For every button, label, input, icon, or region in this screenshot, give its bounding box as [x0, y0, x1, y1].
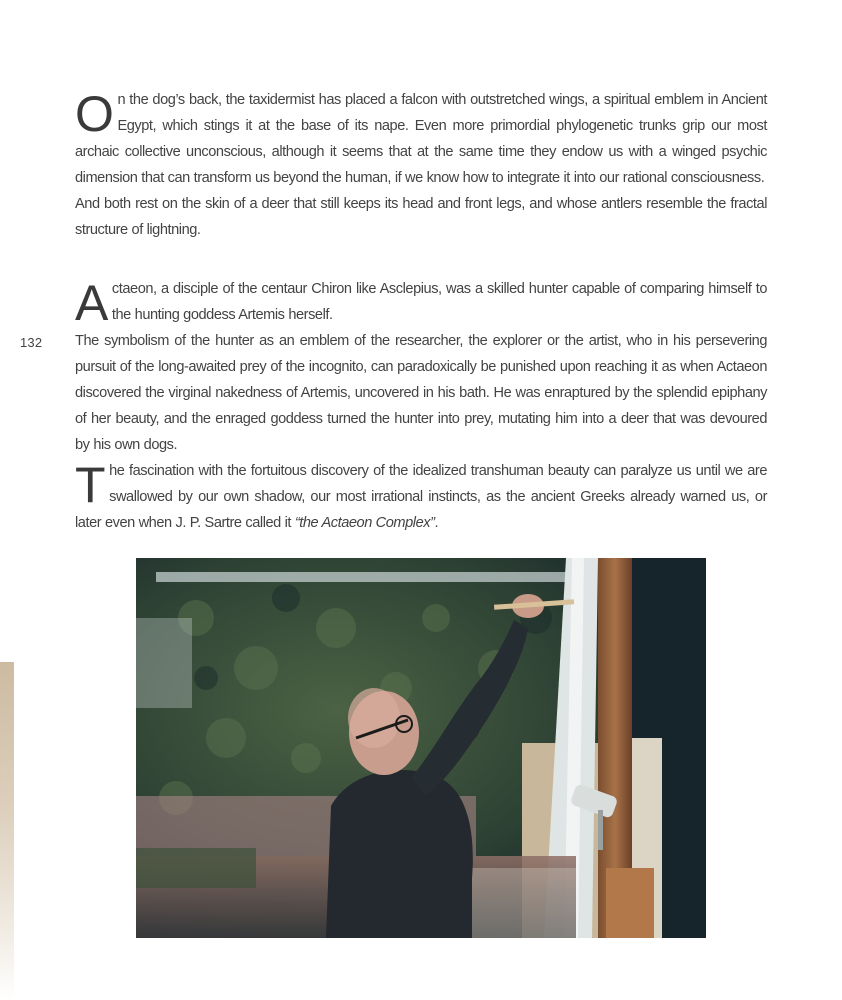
actaeon-complex-quote: “the Actaeon Complex”	[294, 515, 435, 531]
dropcap-t: T	[75, 457, 106, 513]
text-section-falcon	[75, 87, 767, 243]
page-number: 132	[20, 335, 43, 350]
paragraph-falcon	[75, 87, 767, 191]
side-decorative-stripe	[0, 662, 14, 1000]
paragraph-actaeon	[75, 275, 767, 331]
dropcap-a: A	[75, 275, 108, 331]
photograph-artist-painting	[136, 558, 706, 938]
dropcap-o: O	[75, 86, 114, 142]
text-section-actaeon	[75, 276, 767, 536]
paragraph-hunter-symbolism: The symbolism of the hunter as an emblem of the researcher, the explorer or the artist, who in his persevering pursuit of the long-awaited prey of the incognito, can paradoxically be punished upon reaching it as when Actaeon discovered the virginal nakedness of Artemis, uncovered in his bath. He was enraptured by the splendid epiphany of her beauty, and the enraged goddess turned the hunter into prey, mutating him into a deer that was devoured by his own dogs.	[75, 333, 767, 453]
paragraph-fascination-end: .	[434, 515, 439, 531]
paragraph-deer: And both rest on the skin of a deer that still keeps its head and front legs, and whose antlers resemble the fractal structure of lightning.	[75, 196, 767, 238]
paragraph-fascination	[75, 458, 767, 536]
photograph-artist-painting-icon	[136, 558, 706, 938]
paragraph-actaeon-text: ctaeon, a disciple of the centaur Chiron like Asclepius, was a skilled hunter capable of comparing himself to the hunting goddess Artemis herself.	[111, 281, 767, 323]
paragraph-fascination-text: he fascination with the fortuitous discovery of the idealized transhuman beauty can paralyze us until we are swallowed by our own shadow, our most irrational instincts, as the ancient Greeks already warned us, or later even when J. P. Sartre called it	[75, 463, 767, 531]
paragraph-falcon-text: n the dog’s back, the taxidermist has placed a falcon with outstretched wings, a spiritual emblem in Ancient Egypt, which stings it at the base of its nape. Even more primordial phylogenetic trunks grip our most archaic collective unconscious, although it seems that at the same time they endow us with a winged psychic dimension that can transform us beyond the human, if we know how to integrate it into our rational consciousness.	[75, 92, 767, 186]
